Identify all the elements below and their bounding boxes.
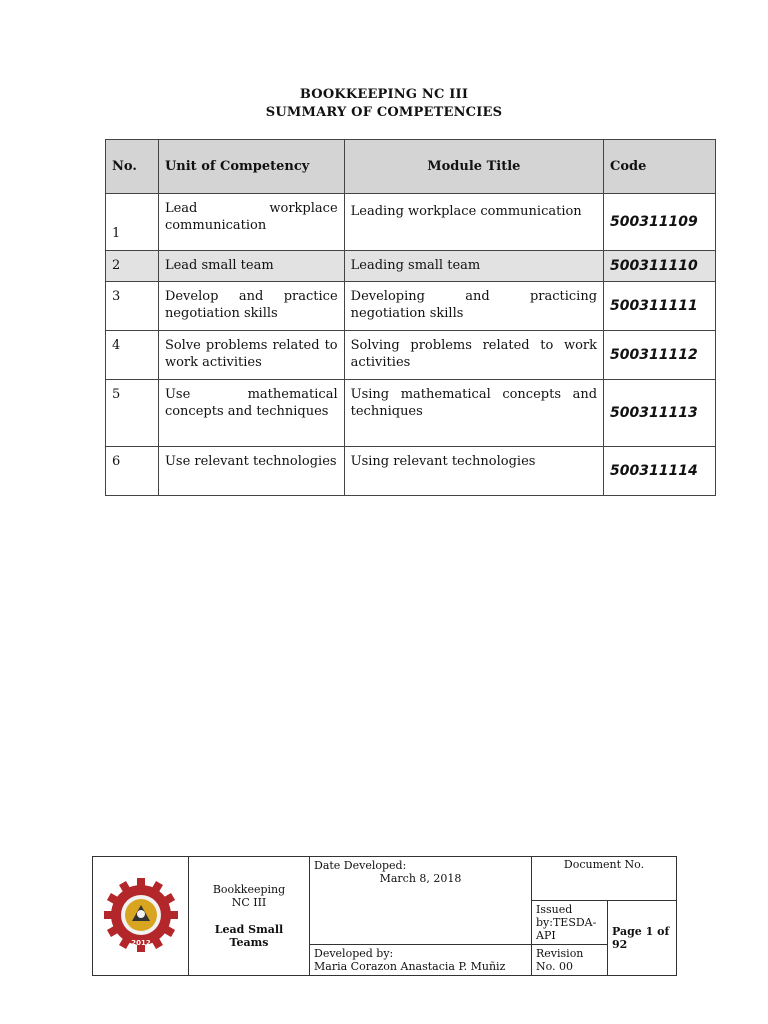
row-no: 3	[106, 282, 159, 331]
row-module: Using mathematical concepts and techniques	[344, 380, 603, 447]
row-module: Leading workplace communication	[344, 194, 603, 251]
row-module: Leading small team	[344, 251, 603, 282]
institution-logo-icon	[104, 878, 178, 952]
row-module: Developing and practicing negotiation skills	[344, 282, 603, 331]
doc-number-label: Document No.	[532, 857, 677, 901]
row-no: 5	[106, 380, 159, 447]
qualification-cell	[189, 857, 310, 976]
qualification-line-1: Bookkeeping	[212, 883, 286, 896]
developer-cell	[310, 945, 532, 976]
competency-table	[105, 139, 716, 496]
issued-by: Issued by:TESDA-API	[532, 901, 608, 945]
table-row	[106, 194, 716, 251]
row-code: 500311112	[604, 331, 716, 380]
page-number: Page 1 of 92	[608, 901, 677, 976]
row-module: Solving problems related to work activities	[344, 331, 603, 380]
date-label: Date Developed:	[314, 859, 407, 872]
date-value: March 8, 2018	[379, 872, 462, 885]
date-cell	[310, 857, 532, 945]
row-no: 1	[106, 194, 159, 251]
row-code: 500311113	[604, 380, 716, 447]
row-code: 500311114	[604, 447, 716, 496]
module-line-1: Lead Small	[214, 923, 284, 936]
row-unit: Lead small team	[158, 251, 344, 282]
row-code: 500311109	[604, 194, 716, 251]
row-no: 4	[106, 331, 159, 380]
table-row	[106, 447, 716, 496]
developer-label: Developed by:	[314, 947, 394, 960]
developer-name: Maria Corazon Anastacia P. Muñiz	[314, 960, 506, 973]
header-unit: Unit of Competency	[158, 140, 344, 194]
row-unit: Use relevant technologies	[158, 447, 344, 496]
header-code: Code	[604, 140, 716, 194]
table-row	[106, 282, 716, 331]
document-title	[0, 86, 768, 122]
module-line-2: Teams	[229, 936, 269, 949]
document-footer	[92, 856, 676, 973]
row-unit: Lead workplace communication	[158, 194, 344, 251]
row-module: Using relevant technologies	[344, 447, 603, 496]
row-code: 500311110	[604, 251, 716, 282]
row-unit: Solve problems related to work activities	[158, 331, 344, 380]
table-row	[106, 331, 716, 380]
header-module: Module Title	[344, 140, 603, 194]
row-no: 6	[106, 447, 159, 496]
row-unit: Use mathematical concepts and techniques	[158, 380, 344, 447]
table-row	[106, 251, 716, 282]
qualification-line-2: NC III	[231, 896, 267, 909]
institution-logo-cell	[93, 857, 189, 976]
table-row	[106, 380, 716, 447]
row-unit: Develop and practice negotiation skills	[158, 282, 344, 331]
title-line-2: SUMMARY OF COMPETENCIES	[265, 105, 503, 120]
footer-table	[92, 856, 677, 976]
title-line-1: BOOKKEEPING NC III	[299, 87, 469, 102]
revision-number: Revision No. 00	[532, 945, 608, 976]
logo-year: 2012	[130, 938, 151, 947]
table-header-row	[106, 140, 716, 194]
header-no: No.	[106, 140, 159, 194]
row-no: 2	[106, 251, 159, 282]
row-code: 500311111	[604, 282, 716, 331]
